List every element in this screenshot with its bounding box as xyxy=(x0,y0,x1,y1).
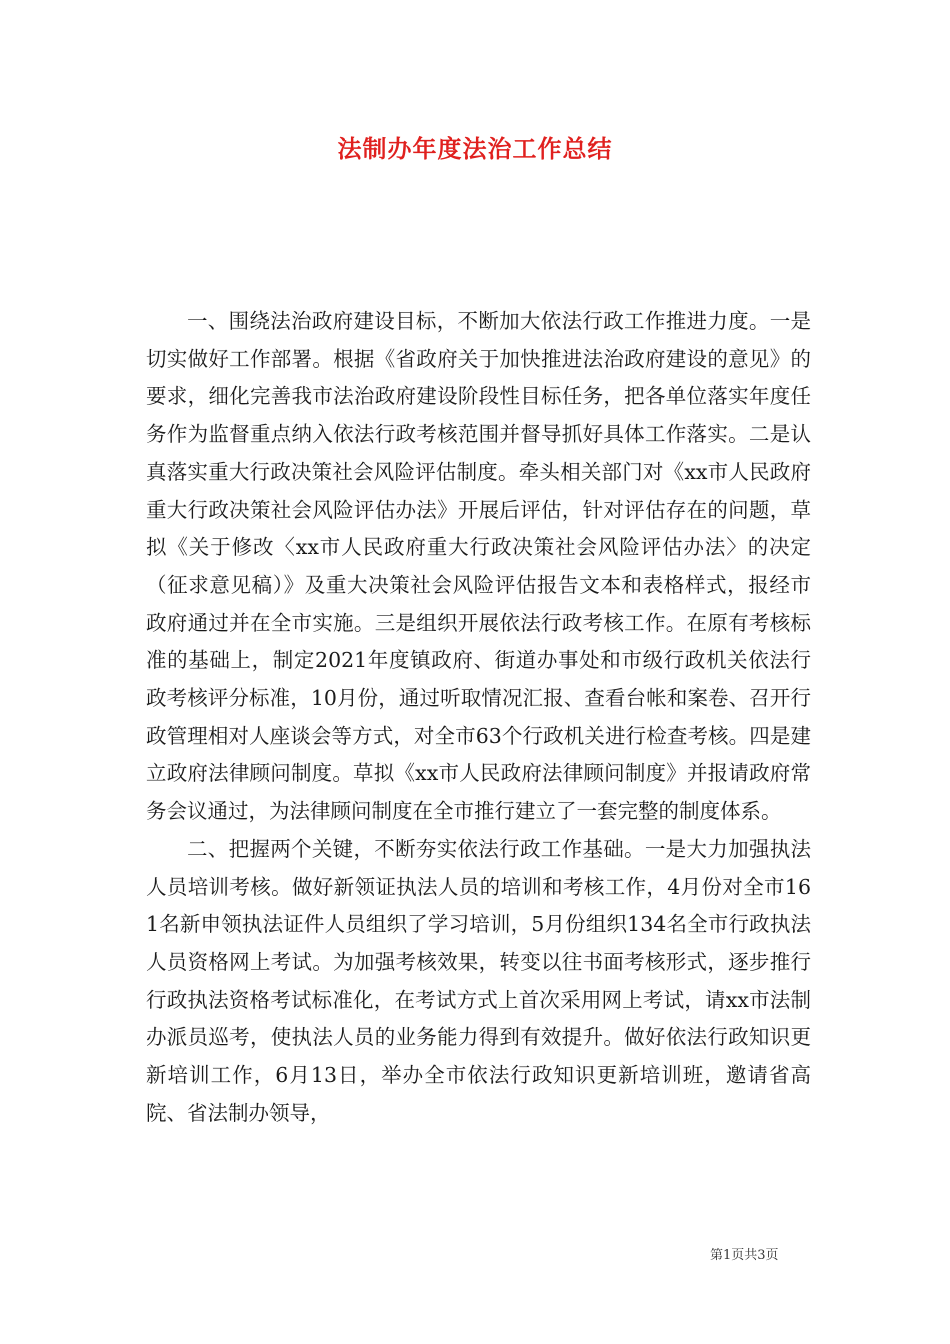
body-paragraph-1: 一、围绕法治政府建设目标，不断加大依法行政工作推进力度。一是切实做好工作部署。根据《省政府关于加快推进法治政府建设的意见》的要求，细化完善我市法治政府建设阶段性目标任务，把各单位落实年度任务作为监督重点纳入依法行政考核范围并督导抓好具体工作落实。二是认真落实重大行政决策社会风险评估制度。牵头相关部门对《xx市人民政府重大行政决策社会风险评估办法》开展后评估，针对评估存在的问题，草拟《关于修改〈xx市人民政府重大行政决策社会风险评估办法〉的决定（征求意见稿）》及重大决策社会风险评估报告文本和表格样式，报经市政府通过并在全市实施。三是组织开展依法行政考核工作。在原有考核标准的基础上，制定2021年度镇政府、街道办事处和市级行政机关依法行政考核评分标准，10月份，通过听取情况汇报、查看台帐和案卷、召开行政管理相对人座谈会等方式，对全市63个行政机关进行检查考核。四是建立政府法律顾问制度。草拟《xx市人民政府法律顾问制度》并报请政府常务会议通过，为法律顾问制度在全市推行建立了一套完整的制度体系。 xyxy=(146,309,811,824)
document-title: 法制办年度法治工作总结 xyxy=(337,134,613,163)
body-paragraph-2: 二、把握两个关键，不断夯实依法行政工作基础。一是大力加强执法人员培训考核。做好新领证执法人员的培训和考核工作，4月份对全市161名新申领执法证件人员组织了学习培训，5月份组织134名全市行政执法人员资格网上考试。为加强考核效果，转变以往书面考核形式，逐步推行行政执法资格考试标准化，在考试方式上首次采用网上考试，请xx市法制办派员巡考，使执法人员的业务能力得到有效提升。做好依法行政知识更新培训工作，6月13日，举办全市依法行政知识更新培训班，邀请省高院、省法制办领导， xyxy=(146,836,811,1125)
page-number-footer: 第1页共3页 xyxy=(710,1248,779,1263)
document-body xyxy=(146,303,811,1132)
